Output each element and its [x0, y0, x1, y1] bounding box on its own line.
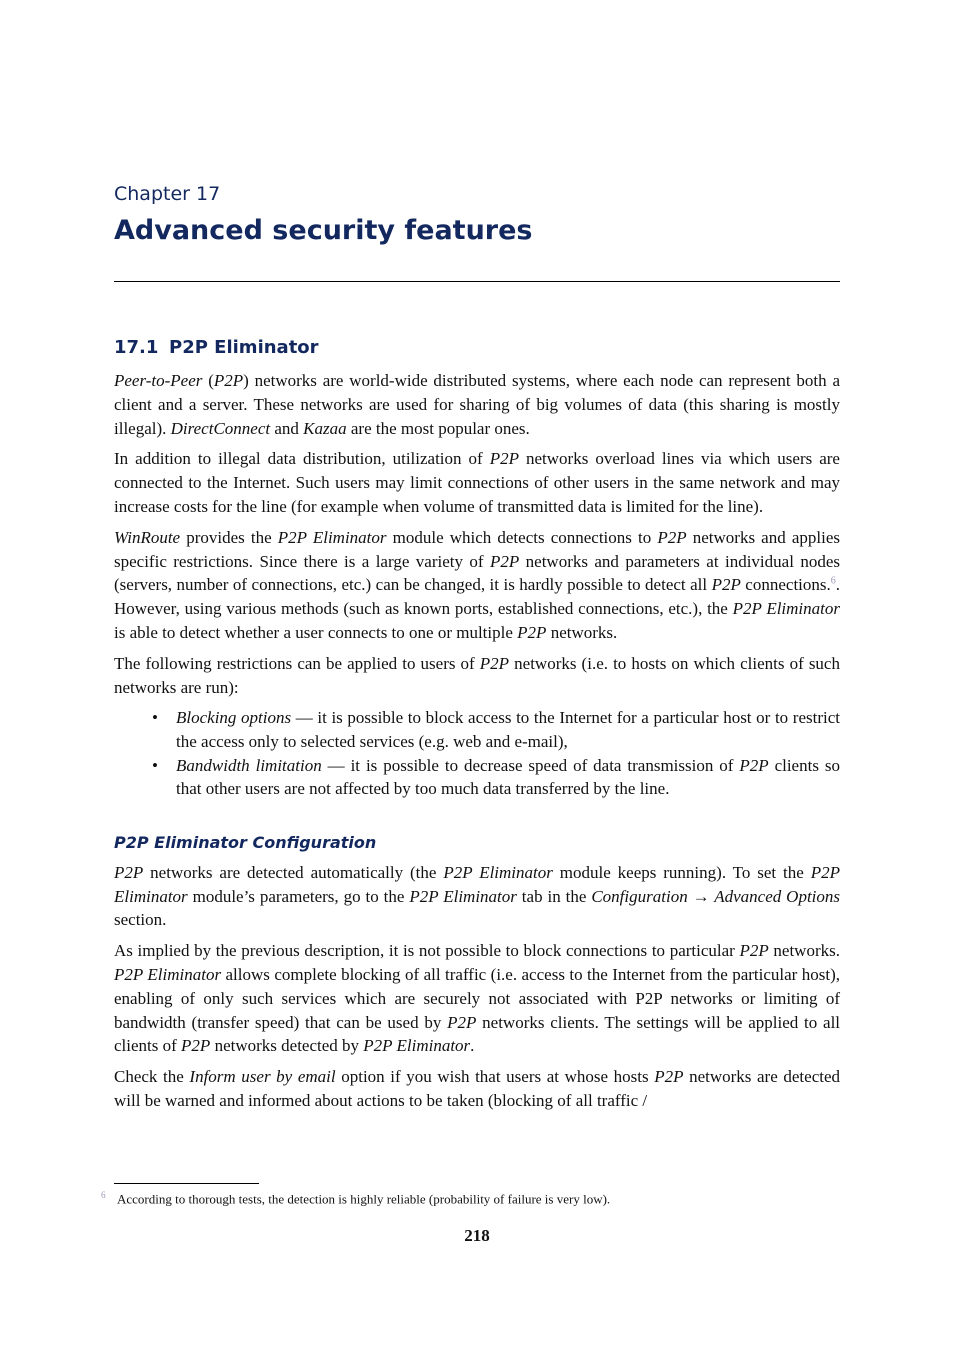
restrictions-list: [114, 706, 840, 800]
bullet-icon: •: [152, 708, 158, 728]
footnote-rule: [114, 1183, 259, 1184]
paragraph: The following restrictions can be applied to users of P2P networks (i.e. to hosts on which clients of such networks are run):: [114, 653, 840, 697]
paragraph: Check the Inform user by email option if you wish that users at whose hosts P2P networks are detected will be warned and informed about actions to be taken (blocking of all traffic /: [114, 1067, 841, 1110]
body-text: [114, 369, 840, 1120]
section-number: 17.1: [114, 337, 159, 358]
page-number: 218: [464, 1226, 490, 1245]
section-heading: [114, 337, 319, 358]
list-item: • Blocking options — it is possible to block access to the Internet for a particular host or to restrict the access only to selected services (e.g. web and e-mail),: [152, 708, 841, 751]
bullet-icon: •: [152, 755, 158, 775]
paragraph: As implied by the previous description, it is not possible to block connections to particular P2P networks. P2P Eliminator allows complete blocking of all traffic (i.e. access to the Internet from the particular host), enabling of only such services which are securely not associated with P2P networks or limiting of bandwidth (transfer speed) that can be used by P2P networks clients. The settings will be applied to all clients of P2P networks detected by P2P Eliminator.: [114, 941, 841, 1056]
paragraph: P2P networks are detected automatically (the P2P Eliminator module keeps running). To set the P2P Eliminator module’s parameters, go to the P2P Eliminator tab in the Configuration → Advanced Options section.: [114, 862, 841, 930]
chapter-rule: [114, 281, 840, 282]
chapter-title: Advanced security features: [114, 215, 533, 246]
subsection-heading: P2P Eliminator Configuration: [114, 832, 377, 852]
footnote: [101, 1190, 861, 1207]
footnote-text: According to thorough tests, the detection is highly reliable (probability of failure is very low).: [117, 1191, 611, 1207]
footnote-mark: 6: [101, 1190, 106, 1200]
section-title: P2P Eliminator: [169, 337, 319, 358]
footnote-reference[interactable]: 6: [830, 575, 836, 587]
list-item: • Bandwidth limitation — it is possible to decrease speed of data transmission of P2P clients so that other users are not affected by too much data transferred by the line.: [152, 755, 840, 799]
paragraph: Peer-to-Peer (P2P) networks are world-wide distributed systems, where each node can represent both a client and a server. These networks are used for sharing of big volumes of data (this sharing is mostly illegal). DirectConnect and Kazaa are the most popular ones.: [114, 371, 840, 438]
paragraph: WinRoute provides the P2P Eliminator module which detects connections to P2P networks and applies specific restrictions. Since there is a large variety of P2P networks and parameters at individual nodes (servers, number of connections, etc.) can be changed, it is hardly possible to detect all P2P connections.$^6$. However, using various methods (such as known ports, established connections, etc.), the P2P Eliminator is able to detect whether a user connects to one or multiple P2P networks.: [114, 527, 841, 642]
chapter-label: Chapter 17: [114, 183, 221, 205]
paragraph: In addition to illegal data distribution, utilization of P2P networks overload lines via which users are connected to the Internet. Such users may limit connections of other users in the same network and may increase costs for the line (for example when volume of transmitted data is limited for the line).: [114, 449, 840, 516]
